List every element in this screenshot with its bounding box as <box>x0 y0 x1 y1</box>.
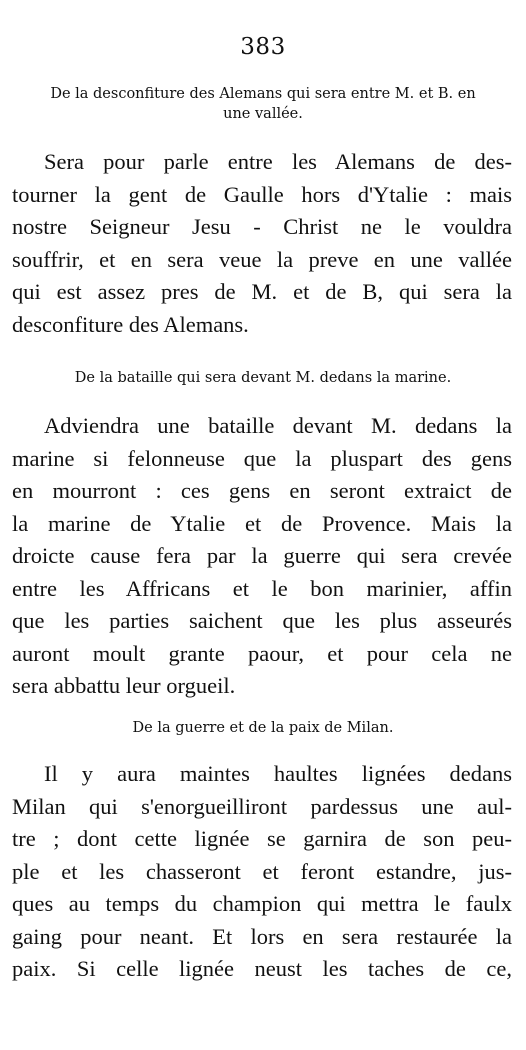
text-line: en mourront : ces gens en seront extraict de <box>12 478 512 503</box>
text-line: auront moult grante paour, et pour cela ne <box>12 640 512 666</box>
section-heading-bataille <box>18 368 508 388</box>
text-line: entre les Affricans et le bon marinier, affin <box>12 575 512 601</box>
heading-line: De la guerre et de la paix de Milan. <box>132 720 394 736</box>
text-line: marine si felonneuse que la pluspart des gens <box>12 445 512 471</box>
section-heading-milan <box>18 718 508 738</box>
paragraph-desconfiture <box>12 146 512 341</box>
text-line: la marine de Ytalie et de Provence. Mais la <box>12 510 512 536</box>
section-heading-desconfiture <box>18 84 508 124</box>
text-line: paix. Si celle lignée neust les taches de ce, <box>12 956 512 981</box>
heading-line: une vallée. <box>223 106 303 122</box>
text-line: ques au temps du champion qui mettra le faulx <box>12 891 512 916</box>
paragraph-milan <box>12 758 512 986</box>
text-line: que les parties saichent que les plus asseurés <box>12 608 512 633</box>
text-line: Sera pour parle entre les Alemans de des- <box>44 149 512 174</box>
text-line: Il y aura maintes haultes lignées dedans <box>44 761 512 786</box>
text-line: tourner la gent de Gaulle hors d'Ytalie : mais <box>12 181 512 207</box>
paragraph-bataille <box>12 410 512 703</box>
text-line: desconfiture des Alemans. <box>12 311 249 337</box>
text-line: Milan qui s'enorgueilliront pardessus une aul- <box>12 793 512 819</box>
text-line: droicte cause fera par la guerre qui sera crevée <box>12 543 512 568</box>
text-line: qui est assez pres de M. et de B, qui sera la <box>12 279 512 304</box>
text-line: ple et les chasseront et feront estandre, jus- <box>12 858 512 884</box>
heading-line: De la bataille qui sera devant M. dedans la marine. <box>74 370 452 386</box>
text-line: tre ; dont cette lignée se garnira de son peu- <box>12 826 512 851</box>
text-line: Adviendra une bataille devant M. dedans la <box>44 413 512 438</box>
text-line: nostre Seigneur Jesu - Christ ne le vouldra <box>12 214 512 239</box>
text-line: gaing pour neant. Et lors en sera restaurée la <box>12 923 512 949</box>
text-line: souffrir, et en sera veue la preve en une vallée <box>12 246 512 272</box>
text-line: sera abbattu leur orgueil. <box>12 673 236 698</box>
page-number: 383 <box>240 34 286 60</box>
heading-line: De la desconfiture des Alemans qui sera entre M. et B. en <box>50 86 476 102</box>
